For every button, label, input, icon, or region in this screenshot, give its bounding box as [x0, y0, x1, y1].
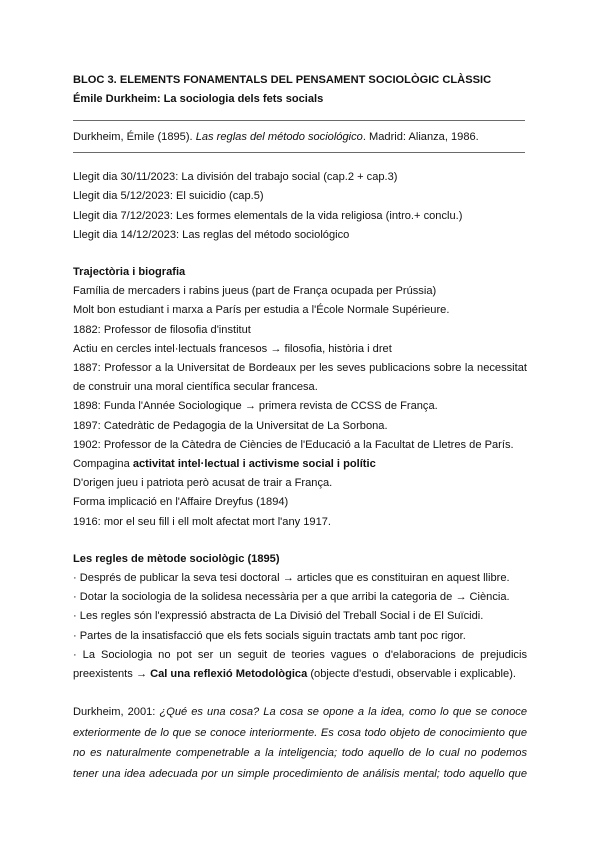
rules-bullet: · Les regles són l'expressió abstracta de La Divisió del Treball Social i de El Suïcidi. [73, 610, 484, 623]
preexistents-prefix: preexistents → [73, 668, 151, 681]
rules-bullet: · Dotar la sociologia de la solidesa necessària per a que arribi la categoria de → Ciència. [73, 591, 510, 604]
reading-entry: Llegit dia 14/12/2023: Las reglas del método sociológico [73, 228, 350, 241]
document-content [73, 71, 527, 784]
biography-line: 1897: Catedràtic de Pedagogia de la Universitat de La Sorbona. [73, 419, 388, 432]
reading-entry: Llegit dia 7/12/2023: Les formes elementals de la vida religiosa (intro.+ conclu.) [73, 209, 463, 222]
biography-line: 1882: Professor de filosofia d'institut [73, 323, 251, 336]
divider-top [73, 120, 525, 121]
biography-line: D'origen jueu i patriota però acusat de trair a França. [73, 477, 333, 490]
reference-publisher: . Madrid: Alianza, 1986. [362, 131, 479, 143]
methodological-reflection-bold: Cal una reflexió Metodològica [150, 668, 308, 681]
compagina-bold: activitat intel·lectual i activisme social i polític [132, 458, 376, 471]
reference-author-year: Durkheim, Émile (1895). [73, 131, 193, 143]
biography-line: Família de mercaders i rabins jueus (part de França ocupada per Prússia) [73, 285, 437, 298]
biography-line: de construir una moral científica secular francesa. [73, 381, 318, 394]
quote-text: exteriormente de lo que se conoce interiormente. Es cosa todo objeto de conocimiento que [73, 726, 527, 739]
quote-line [73, 764, 527, 784]
rules-heading: Les regles de mètode sociològic (1895) [73, 552, 280, 565]
divider-bottom [73, 152, 525, 153]
reference-book-title: Las reglas del método sociológico [195, 131, 363, 143]
rules-bullet: · Després de publicar la seva tesi doctoral → articles que es constituiran en aquest llibre. [73, 572, 510, 585]
quote-text: tener una idea adecuada por un simple procedimiento de análisis mental; todo aquello que [73, 767, 527, 780]
quote-line [73, 723, 527, 743]
biography-line: Forma implicació en l'Affaire Dreyfus (1894) [73, 496, 289, 509]
biography-line: 1902: Professor de la Càtedra de Ciències de l'Educació a la Facultat de Lletres de París. [73, 438, 514, 451]
rules-section [73, 550, 527, 684]
compagina-prefix: Compagina [73, 458, 133, 471]
quote-text: no es naturalmente compenetrable a la inteligencia; todo aquello de lo cual no podemos [73, 747, 527, 760]
quote-line [73, 702, 527, 722]
quote-section [73, 702, 527, 784]
bloc-title: BLOC 3. ELEMENTS FONAMENTALS DEL PENSAMENT SOCIOLÒGIC CLÀSSIC [73, 74, 492, 86]
document-subtitle: Émile Durkheim: La sociologia dels fets socials [73, 93, 324, 105]
rules-bullet-continuation [73, 665, 527, 684]
bibliographic-reference [73, 128, 527, 147]
quote-line [73, 743, 527, 763]
biography-section [73, 263, 527, 532]
rules-bullet: · La Sociologia no pot ser un seguit de teories vagues o d'elaboracions de prejudicis [73, 648, 527, 661]
biography-line: 1898: Funda l'Année Sociologique → primera revista de CCSS de França. [73, 400, 438, 413]
reading-entry: Llegit dia 30/11/2023: La división del trabajo social (cap.2 + cap.3) [73, 171, 398, 184]
biography-line: Actiu en cercles intel·lectuals francesos → filosofia, història i dret [73, 342, 392, 355]
biography-line: 1916: mor el seu fill i ell molt afectat mort l'any 1917. [73, 515, 332, 528]
biography-line: Molt bon estudiant i marxa a París per estudia a l'École Normale Supérieure. [73, 304, 450, 317]
reading-log [73, 168, 527, 245]
biography-heading: Trajectòria i biografia [73, 266, 186, 279]
preexistents-suffix: (objecte d'estudi, observable i explicable). [307, 668, 516, 681]
rules-bullet: · Partes de la insatisfacció que els fets socials siguin tractats amb tant poc rigor. [73, 629, 466, 642]
biography-line-compagina [73, 455, 527, 474]
quote-text: ¿Qué es una cosa? La cosa se opone a la idea, como lo que se conoce [159, 706, 527, 719]
biography-line: 1887: Professor a la Universitat de Bordeaux per les seves publicacions sobre la necessitat [73, 362, 527, 375]
quote-prefix: Durkheim, 2001: [73, 706, 160, 719]
reading-entry: Llegit dia 5/12/2023: El suicidio (cap.5) [73, 190, 264, 203]
